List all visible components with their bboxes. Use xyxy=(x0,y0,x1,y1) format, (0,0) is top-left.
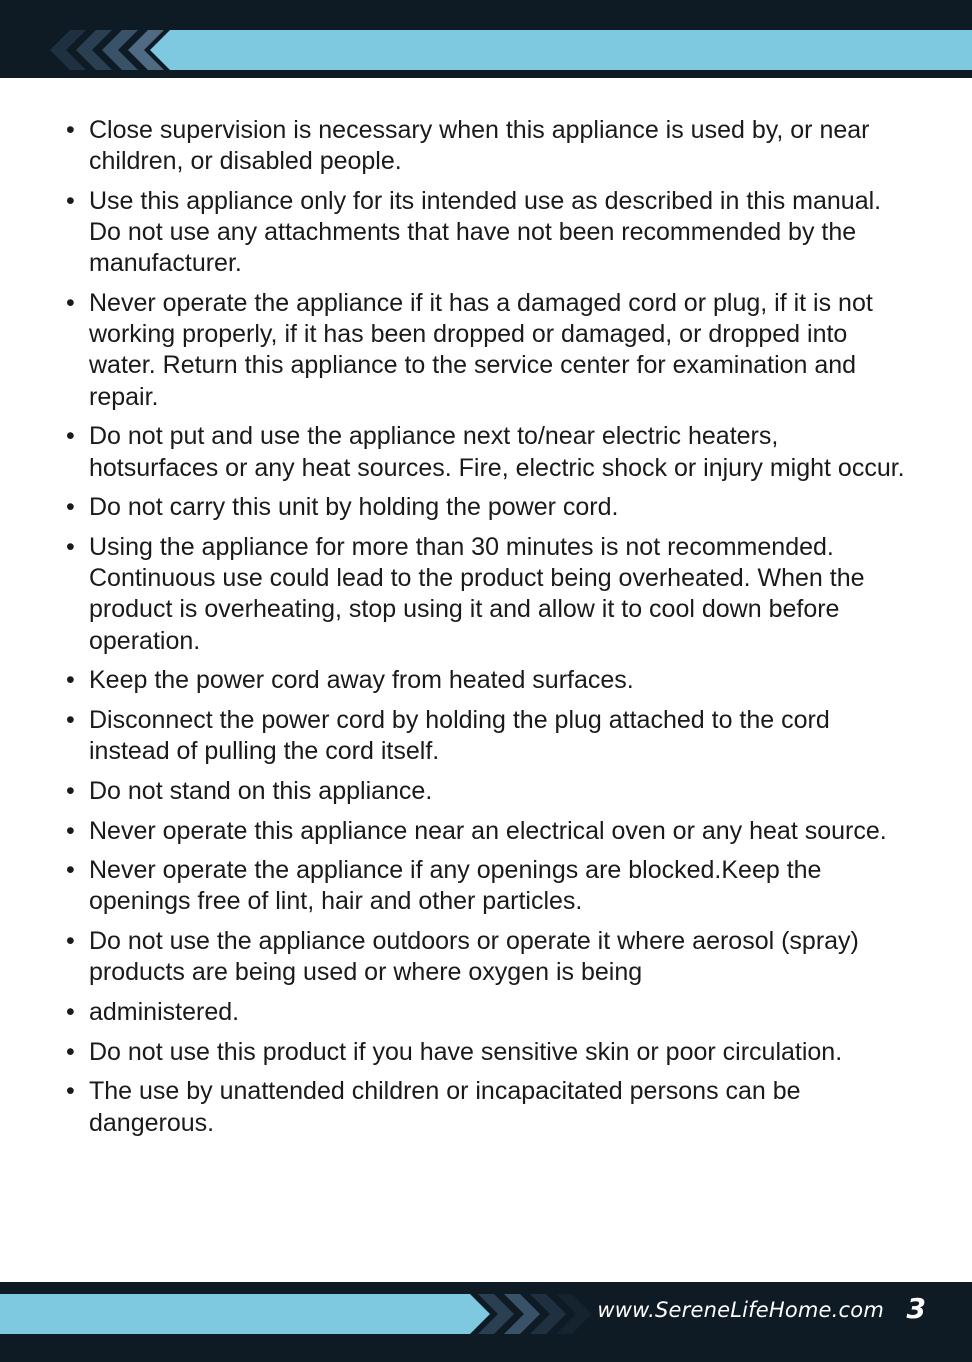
list-item: • Never operate the appliance if any openings are blocked.Keep the openings free of lint, hair and other particles. xyxy=(66,856,822,916)
bullet-icon: • xyxy=(66,422,75,451)
footer-band xyxy=(0,1282,972,1362)
bullet-icon: • xyxy=(66,856,75,885)
list-item: • Close supervision is necessary when this appliance is used by, or near children, or disabled people. xyxy=(66,116,870,176)
bullet-icon: • xyxy=(66,186,75,215)
list-item: • Using the appliance for more than 30 minutes is not recommended. Continuous use could lead to the product being overheated. When the product is overheating, stop using it and allow it to cool down before operation. xyxy=(66,532,865,655)
list-item: • Do not put and use the appliance next to/near electric heaters, hotsurfaces or any heat sources. Fire, electric shock or injury might occur. xyxy=(66,422,905,482)
header-chevrons-icon xyxy=(0,0,972,78)
list-item: • Disconnect the power cord by holding the plug attached to the cord instead of pulling the cord itself. xyxy=(66,705,830,766)
list-item: • Do not stand on this appliance. xyxy=(66,776,912,807)
list-item: • The use by unattended children or incapacitated persons can be dangerous. xyxy=(66,1077,801,1137)
bullet-icon: • xyxy=(66,998,75,1027)
bullet-icon: • xyxy=(66,493,75,522)
list-item: • Do not use this product if you have sensitive skin or poor circulation. xyxy=(66,1037,912,1068)
list-item: • Keep the power cord away from heated surfaces. xyxy=(66,665,912,696)
bullet-icon: • xyxy=(66,116,75,144)
bullet-icon: • xyxy=(66,816,75,845)
bullet-icon: • xyxy=(66,289,75,318)
safety-instructions xyxy=(0,115,972,1147)
list-item: • Use this appliance only for its intended use as described in this manual. Do not use any attachments that have not been recommended by the manufacturer. xyxy=(66,186,882,278)
website-link[interactable]: www.SereneLifeHome.com xyxy=(597,1298,884,1322)
footer-chevrons-icon xyxy=(0,1282,972,1362)
bullet-icon: • xyxy=(66,1077,75,1106)
header-band xyxy=(0,0,972,78)
bullet-icon: • xyxy=(66,705,75,734)
list-item: • Never operate the appliance if it has a damaged cord or plug, if it is not working properly, if it has been dropped or damaged, or dropped into water. Return this appliance to the service center for examination and repair. xyxy=(66,289,873,411)
bullet-icon: • xyxy=(66,1037,75,1066)
list-item: • Do not carry this unit by holding the power cord. xyxy=(66,492,912,523)
list-item: • Do not use the appliance outdoors or operate it where aerosol (spray) products are being used or where oxygen is being xyxy=(66,927,859,987)
bullet-list xyxy=(0,115,972,1139)
bullet-icon: • xyxy=(66,532,75,561)
page-number: 3 xyxy=(906,1292,926,1325)
list-item: • Never operate this appliance near an electrical oven or any heat source. xyxy=(66,816,912,847)
bullet-icon: • xyxy=(66,927,75,956)
list-item: • administered. xyxy=(66,997,912,1028)
bullet-icon: • xyxy=(66,776,75,805)
bullet-icon: • xyxy=(66,666,75,695)
